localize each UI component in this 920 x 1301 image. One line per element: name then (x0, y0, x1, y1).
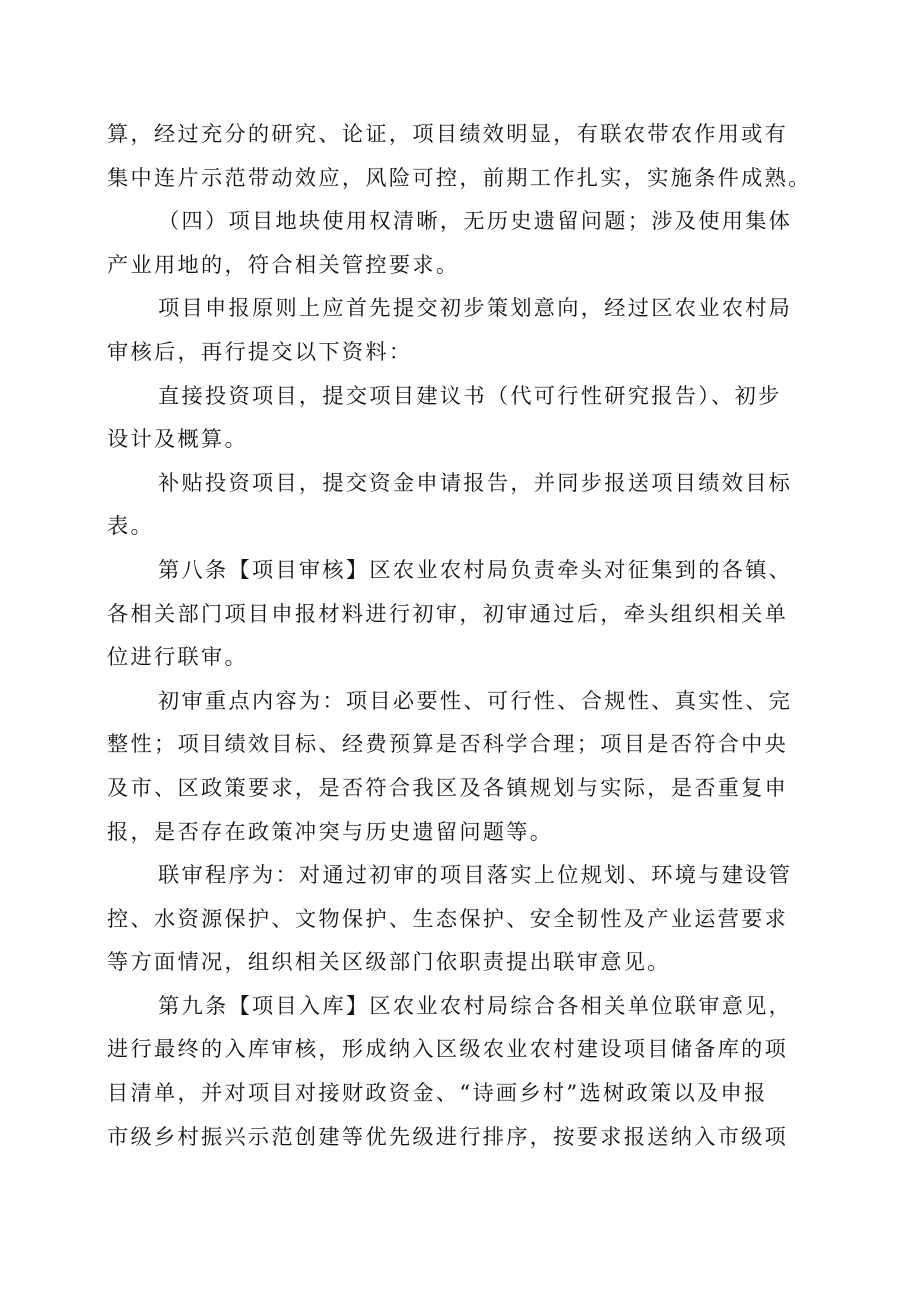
text-line: 项目申报原则上应首先提交初步策划意向，经过区农业农村局 (158, 295, 793, 321)
paragraph-criteria-continuation (107, 112, 812, 199)
text-line: 补贴投资项目，提交资金申请报告，并同步报送项目绩效目标 (158, 469, 793, 495)
text-line: 整性；项目绩效目标、经费预算是否科学合理；项目是否符合中央 (107, 731, 789, 757)
text-line: 算，经过充分的研究、论证，项目绩效明显，有联农带农作用或有 (107, 121, 789, 146)
text-line: 位进行联审。 (107, 644, 248, 670)
text-line: 进行最终的入库审核，形成纳入区级农业农村建设项目储备库的项 (107, 1036, 789, 1062)
text-line: 等方面情况，组织相关区级部门依职责提出联审意见。 (107, 949, 671, 975)
paragraph-item-four (107, 199, 793, 286)
text-line: 初审重点内容为：项目必要性、可行性、合规性、真实性、完 (158, 687, 793, 713)
text-line: 直接投资项目，提交项目建议书（代可行性研究报告）、初步 (158, 382, 782, 408)
paragraph-article-nine (107, 984, 793, 1158)
paragraph-direct-investment (107, 374, 787, 461)
paragraph-article-eight (107, 548, 793, 679)
text-line: 市级乡村振兴示范创建等优先级进行排序，按要求报送纳入市级项 (107, 1123, 789, 1149)
text-line: 表。 (107, 513, 154, 539)
text-line: 目清单，并对项目对接财政资金、“诗画乡村”选树政策以及申报 (107, 1080, 768, 1106)
text-line: 第八条【项目审核】区农业农村局负责牵头对征集到的各镇、 (158, 556, 793, 582)
text-line: 审核后，再行提交以下资料： (107, 338, 413, 364)
paragraph-application-principle (107, 286, 793, 373)
text-line: 设计及概算。 (107, 426, 248, 452)
text-line: 控、水资源保护、文物保护、生态保护、安全韧性及产业运营要求 (107, 905, 789, 931)
paragraph-joint-review-procedure (107, 853, 793, 984)
text-line: 联审程序为：对通过初审的项目落实上位规划、环境与建设管 (158, 862, 793, 888)
paragraph-subsidy-investment (107, 461, 793, 548)
text-line: 第九条【项目入库】区农业农村局综合各相关单位联审意见， (158, 992, 793, 1018)
text-line: 集中连片示范带动效应，风险可控，前期工作扎实，实施条件成熟。 (107, 164, 812, 190)
document-body (107, 112, 812, 1158)
text-line: 报，是否存在政策冲突与历史遗留问题等。 (107, 818, 554, 844)
text-line: 产业用地的，符合相关管控要求。 (107, 251, 460, 277)
text-line: 及市、区政策要求，是否符合我区及各镇规划与实际，是否重复申 (107, 774, 789, 800)
text-line: （四）项目地块使用权清晰，无历史遗留问题；涉及使用集体 (158, 208, 793, 234)
text-line: 各相关部门项目申报材料进行初审，初审通过后，牵头组织相关单 (107, 600, 789, 626)
paragraph-initial-review-content (107, 679, 793, 853)
